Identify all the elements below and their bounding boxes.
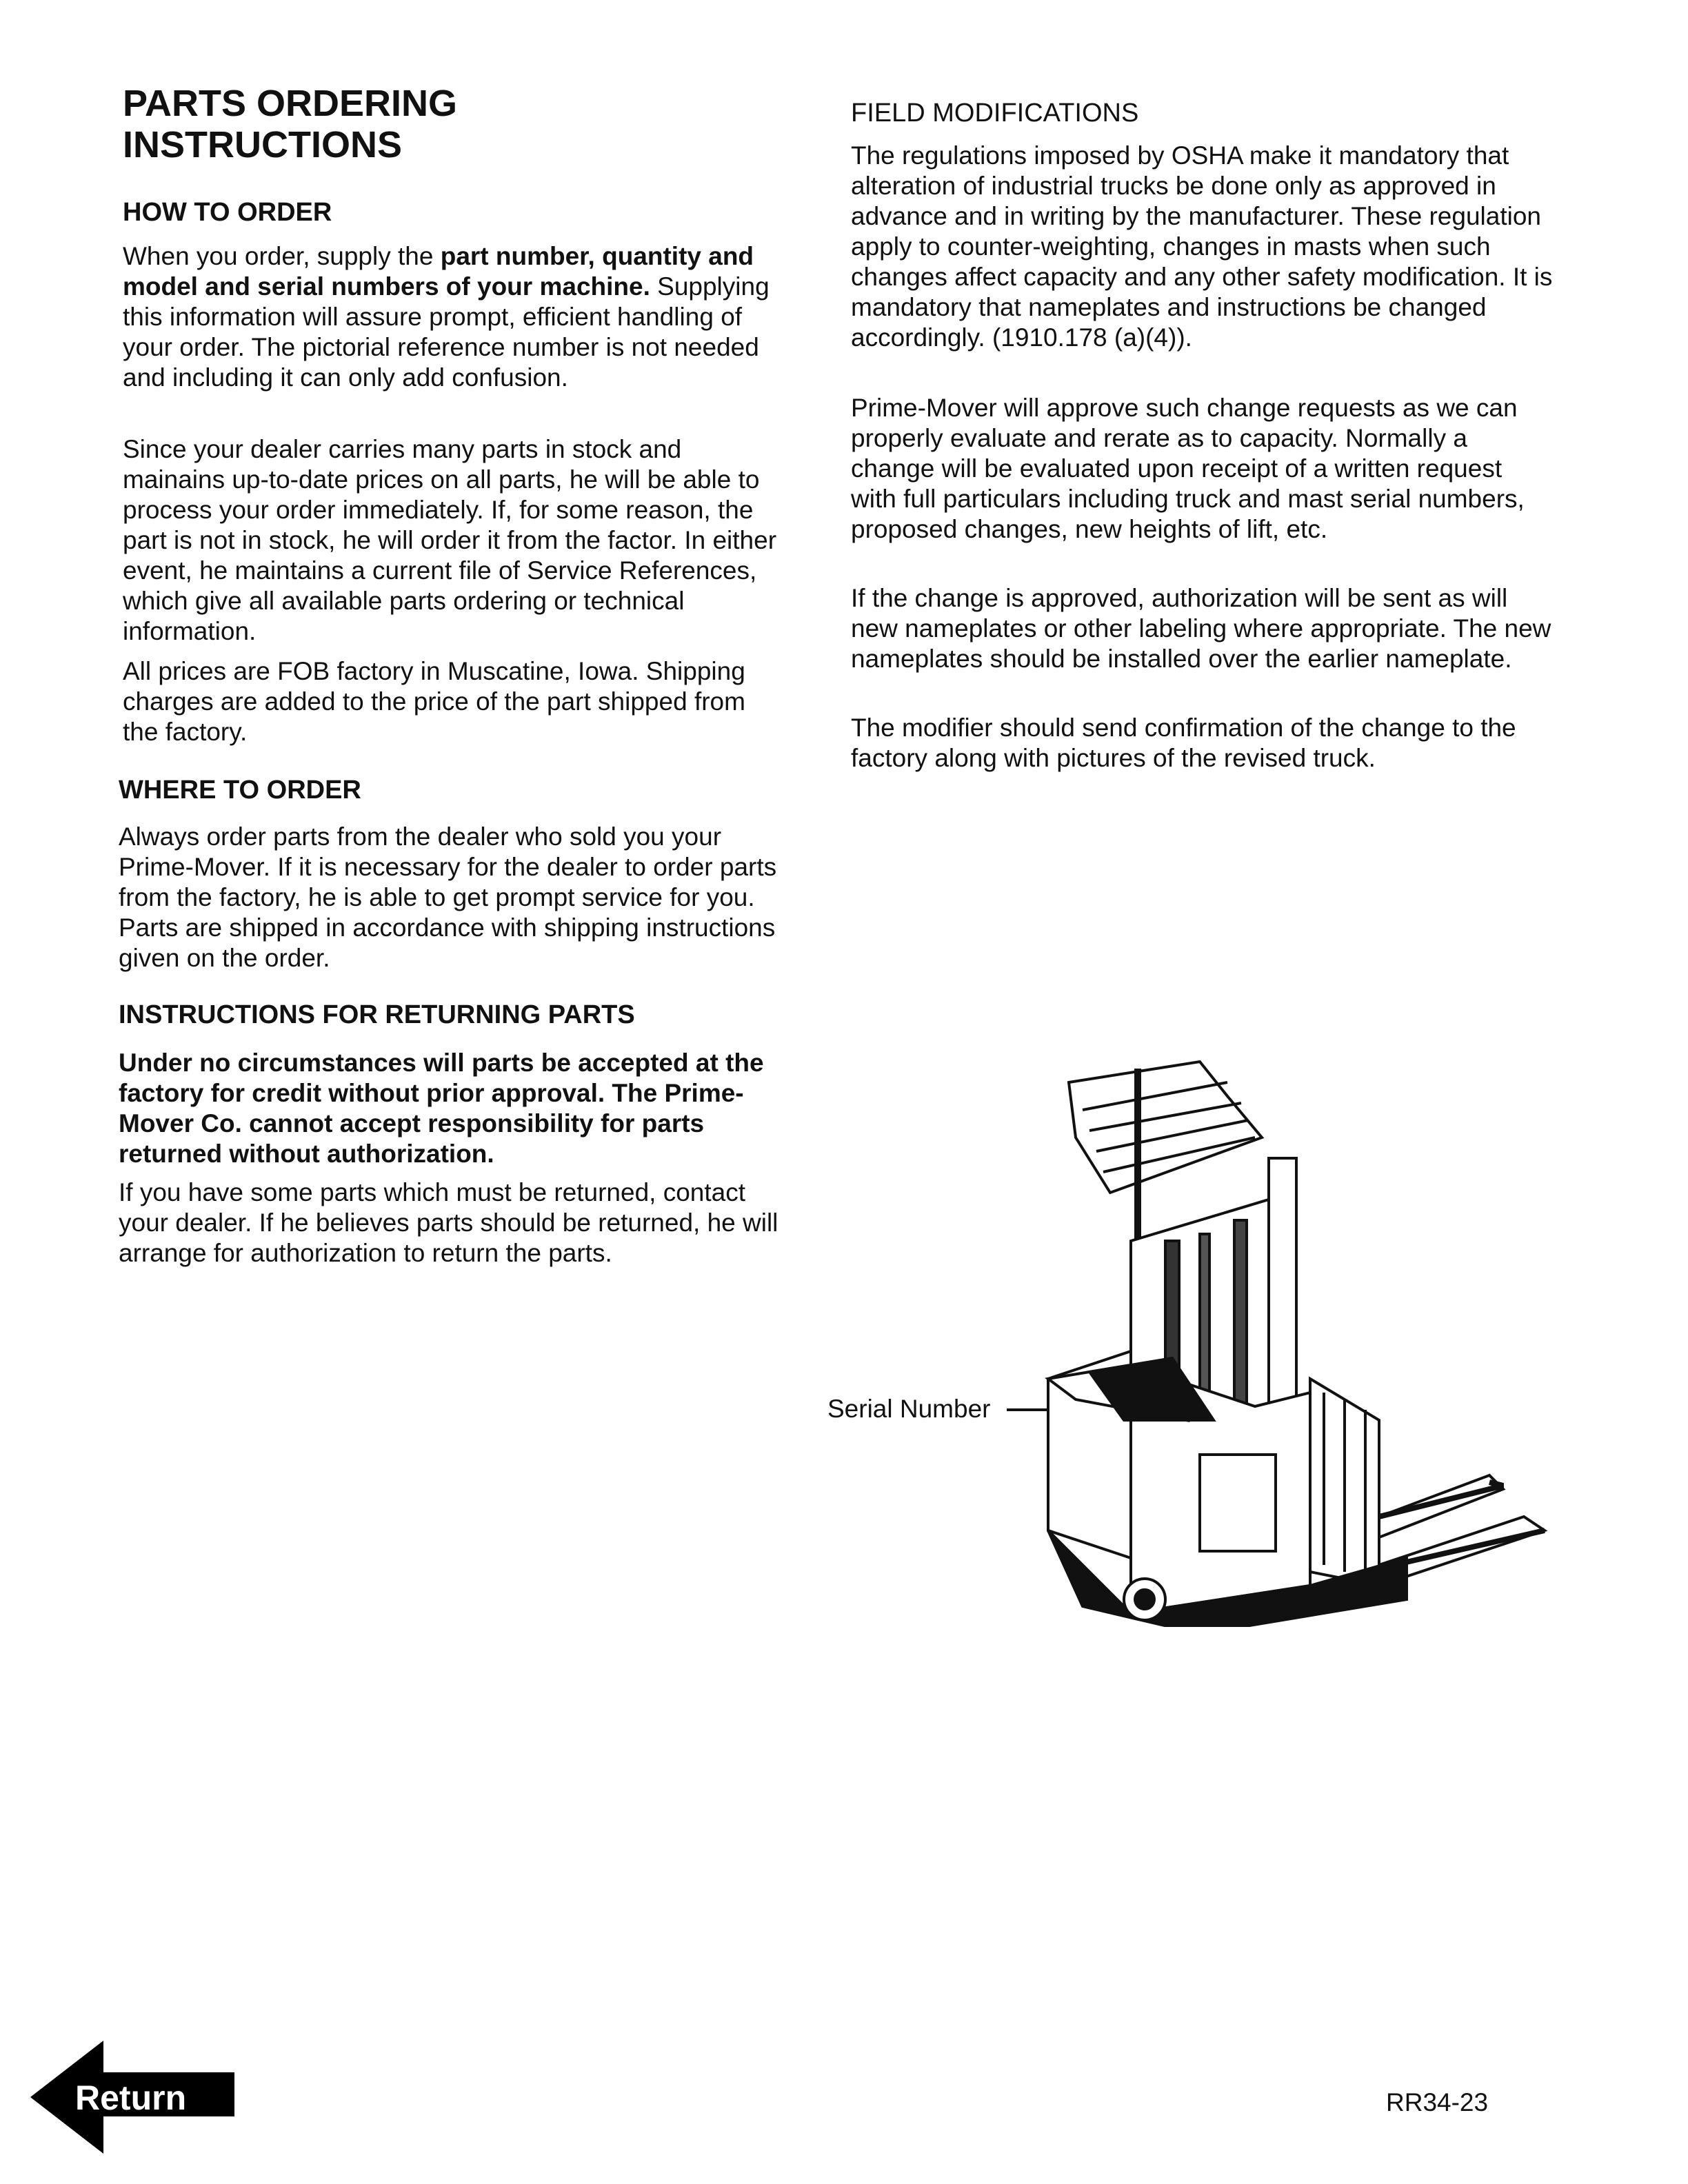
page-number: RR34-23 — [1386, 2088, 1489, 2116]
serial-number-callout: Serial Number — [827, 1395, 991, 1423]
field-modifications-paragraph-2: Prime-Mover will approve such change requests as we can properly evaluate and rerate as to capacity. Normally a change will be evaluated upon receipt of a written request with full particulars including truck and mast serial numbers, proposed changes, new heights of lift, etc. — [851, 394, 1525, 543]
field-modifications-paragraph-3: If the change is approved, authorization will be sent as will new nameplates or other labeling where appropriate. The new nameplates should be installed over the earlier nameplate. — [851, 584, 1551, 673]
where-to-order-heading: WHERE TO ORDER — [119, 776, 361, 805]
return-label[interactable]: Return — [75, 2079, 187, 2117]
field-modifications-heading: FIELD MODIFICATIONS — [851, 99, 1139, 128]
field-modifications-paragraph-1: The regulations imposed by OSHA make it mandatory that alteration of industrial trucks be done only as approved in advance and in writing by the manufacturer. These regulation apply to counter-weighting, changes in masts when such changes affect capacity and any other safety modification. It is mandatory that nameplates and instructions be changed accordingly. (1910.178 (a)(4)). — [851, 141, 1553, 352]
how-to-order-heading: HOW TO ORDER — [123, 198, 332, 227]
field-modifications-paragraph-4: The modifier should send confirmation of the change to the factory along with pictures of the revised truck. — [851, 714, 1516, 772]
text: Supplying this information will assure prompt, efficient handling of your order. The pictorial reference number is not needed and including it can only add confusion. — [123, 272, 770, 392]
returning-parts-paragraph: If you have some parts which must be returned, contact your dealer. If he believes parts should be returned, he will arrange for authorization to return the parts. — [119, 1178, 778, 1267]
where-to-order-paragraph: Always order parts from the dealer who sold you your Prime-Mover. If it is necessary for the dealer to order parts from the factory, he is able to get prompt service for you. Parts are shipped in accordance with shipping instructions given on the order. — [119, 822, 777, 972]
emphasis-text: part number, quantity and model and serial numbers of your machine. — [123, 242, 754, 301]
how-to-order-paragraph-1 — [123, 241, 785, 393]
returning-parts-heading: INSTRUCTIONS FOR RETURNING PARTS — [119, 1000, 635, 1029]
page-title: PARTS ORDERING INSTRUCTIONS — [123, 83, 458, 165]
returning-parts-warning: Under no circumstances will parts be accepted at the factory for credit without prior approval. The Prime-Mover Co. cannot accept responsibility for parts returned without authorization. — [119, 1049, 764, 1168]
return-button[interactable] — [30, 2041, 237, 2154]
text: When you order, supply the — [123, 242, 441, 270]
forklift-truck-illustration — [993, 1034, 1558, 1627]
how-to-order-paragraph-3: All prices are FOB factory in Muscatine, Iowa. Shipping charges are added to the price of the part shipped from the factory. — [123, 657, 745, 746]
how-to-order-paragraph-2: Since your dealer carries many parts in stock and mainains up-to-date prices on all parts, he will be able to process your order immediately. If, for some reason, the part is not in stock, he will order it from the factor. In either event, he maintains a current file of Service References, which give all available parts ordering or technical information. — [123, 435, 777, 645]
